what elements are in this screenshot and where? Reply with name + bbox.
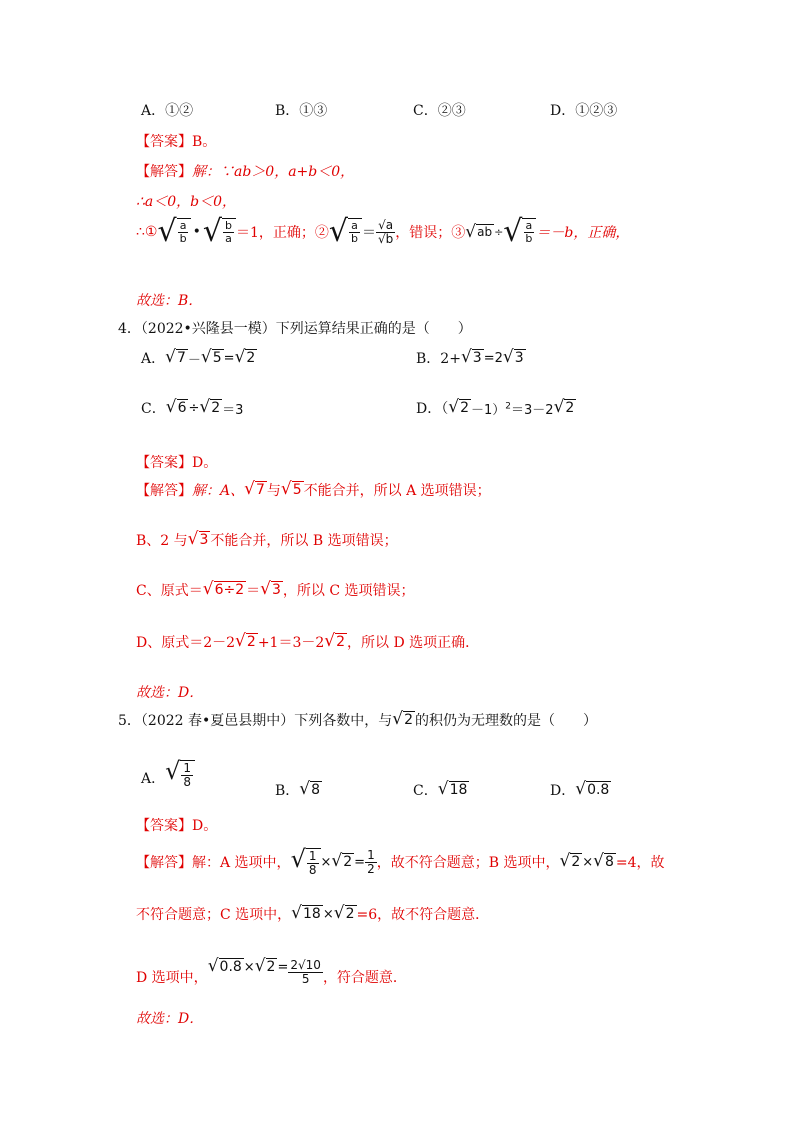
solution-text: =6，故不符合题意． (356, 907, 490, 923)
fraction-2sqrt10-over-5: $\frac{2√10}{5}$ (290, 958, 321, 986)
q4-option-a: A． √ 7 － √ 5 = √ 2 (141, 347, 256, 368)
sqrt-3: √ 3 (502, 347, 524, 368)
q3-option-c: C．②③ (413, 103, 466, 119)
sqrt-a-over-b: √ $\frac{a}{b}$ (503, 218, 536, 247)
sqrt-2: √ 2 (448, 397, 469, 418)
sqrt-6: √ 6 (165, 397, 187, 418)
sqrt-3: √ 3 (460, 347, 482, 368)
solution-text: 不符合题意；C 选项中， (136, 907, 292, 923)
sqrt-2: √ 2 (234, 347, 256, 368)
sqrt-2: √ 2 (333, 903, 355, 924)
solution-text: ，所以 C 选项错误； (282, 583, 415, 599)
solution-text: 解：∵ab＞0，a+b＜0， (192, 164, 355, 180)
q4-answer (136, 452, 217, 472)
q3-answer (136, 131, 216, 151)
sqrt-a-over-b: √ $\frac{a}{b}$ (329, 218, 362, 247)
sqrt-0-8: √ 0.8 (575, 779, 610, 800)
q3-solution-line3: ∴① √ $\frac{a}{b}$ • √ $\frac{b}{a}$ ＝1，正确；② √ $\frac{a}{b}$ ＝ √a √b ，错误；③ √ ab ÷ √ $\frac{a}{b}$ ＝－b，正确， (136, 214, 630, 249)
sqrt-3: √ 3 (260, 579, 281, 600)
sqrt-0-8: √ 0.8 (207, 956, 242, 976)
solution-text: 不能合并，所以 B 选项错误； (210, 533, 398, 549)
sqrt-one-eighth: √ $\frac{1}{8}$ (165, 760, 195, 788)
answer-label: 【答案】 (136, 134, 192, 150)
sqrt-ab: √ ab (465, 221, 493, 242)
sqrt-7: √ 7 (165, 347, 186, 368)
fraction-sqrt-a-sqrt-b: √a √b (377, 218, 394, 246)
sqrt-2: √ 2 (553, 397, 575, 418)
q5-conclusion: 故选：D． (136, 1011, 204, 1027)
q4-option-d: D．（ √ 2 －1）$^2$＝3－2 √ 2 (416, 397, 575, 418)
solution-text: D 选项中， (136, 970, 208, 987)
answer-label: 【答案】 (136, 455, 192, 471)
sqrt-2: √ 2 (235, 631, 256, 652)
sqrt-6-div-2: √ 6÷2 (202, 579, 245, 600)
q5-solution-line2: 不符合题意；C 选项中， √ 18 × √ 2 =6，故不符合题意． (136, 903, 490, 924)
q4-solution-d (136, 632, 479, 652)
sqrt-b-over-a: √ $\frac{b}{a}$ (203, 218, 236, 247)
solution-text: +1＝3－2 (257, 635, 325, 651)
answer-value: D。 (192, 818, 218, 834)
sqrt-2: √ 2 (559, 851, 581, 872)
solution-label: 【解答】 (136, 164, 192, 180)
solution-text: 解：A 选项中， (192, 855, 291, 872)
sqrt-18: √ 18 (291, 903, 321, 924)
solution-text: ，所以 D 选项正确． (347, 635, 480, 651)
q4-solution-c (136, 580, 415, 600)
solution-label: 【解答】 (136, 483, 192, 499)
sqrt-a-over-b: √ $\frac{a}{b}$ (157, 218, 190, 247)
answer-value: B。 (192, 134, 217, 150)
q5-solution-line3: D 选项中， √ 0.8 × √ 2 = $\frac{2√10}{5}$ ，符合题意． (136, 958, 407, 989)
sqrt-2: √ 2 (331, 851, 353, 872)
q3-option-d: D．①②③ (550, 103, 618, 119)
answer-value: D。 (192, 455, 218, 471)
sqrt-7: √ 7 (244, 479, 265, 500)
sqrt-5: √ 5 (280, 479, 302, 500)
sqrt-5: √ 5 (200, 347, 222, 368)
q3-conclusion: 故选：B． (136, 293, 203, 309)
solution-text: ＝ (246, 583, 261, 599)
solution-text: 不能合并，所以 A 选项错误； (303, 483, 491, 499)
q3-option-a: A．①② (141, 103, 194, 119)
q5-option-b: B． √ 8 (275, 779, 321, 800)
sqrt-3: √ 3 (187, 529, 209, 550)
fraction-one-half: $\frac{1}{2}$ (367, 848, 375, 876)
q5-solution-line1: 【解答】 解：A 选项中， √ $\frac{1}{8}$ × √ 2 = $\frac{1}{2}$ ，故不符合题意；B 选项中， √ 2 × √ 8 =4，故 (136, 845, 665, 877)
solution-text: =4，故 (615, 855, 665, 872)
solution-text: 解：A、 (192, 483, 245, 499)
solution-text: 与 (266, 483, 281, 499)
q4-solution-a (136, 480, 491, 500)
stem-text: 5．（2022 春•夏邑县期中）下列各数中，与 (118, 713, 393, 729)
q3-solution-line1 (136, 161, 354, 181)
q5-option-a: A． √ $\frac{1}{8}$ (141, 760, 195, 788)
sqrt-2: √ 2 (324, 631, 346, 652)
q4-option-b: B．2+ √ 3 =2 √ 3 (416, 347, 524, 368)
solution-label: 【解答】 (136, 855, 192, 872)
solution-text: ，错误；③ (395, 225, 466, 242)
sqrt-18: √ 18 (437, 779, 468, 800)
q3-solution-line2: ∴a＜0，b＜0， (136, 194, 237, 210)
q5-option-c: C． √ 18 (413, 779, 468, 800)
q4-stem: 4．（2022•兴隆县一模）下列运算结果正确的是（ ） (118, 321, 472, 337)
q5-stem (118, 710, 597, 730)
sqrt-2: √ 2 (392, 709, 414, 730)
sqrt-one-eighth: √ $\frac{1}{8}$ (291, 848, 321, 876)
answer-label: 【答案】 (136, 818, 192, 834)
sqrt-2: √ 2 (199, 397, 221, 418)
q4-option-c: C． √ 6 ÷ √ 2 ＝3 (141, 397, 244, 418)
sqrt-2: √ 2 (254, 956, 276, 976)
q4-conclusion: 故选：D． (136, 685, 204, 701)
stem-text: 的积仍为无理数的是（ ） (415, 713, 598, 729)
q4-solution-b (136, 530, 398, 550)
solution-text: ，故不符合题意；B 选项中， (376, 855, 560, 872)
q3-option-b: B．①③ (275, 103, 328, 119)
q5-answer (136, 815, 217, 835)
q5-option-d: D． √ 0.8 (550, 779, 610, 800)
solution-text: ＝1，正确；② (235, 225, 329, 242)
solution-text: ∴① (136, 224, 158, 241)
sqrt-8: √ 8 (299, 779, 321, 800)
solution-text: C、原式＝ (136, 583, 203, 599)
solution-text: ，符合题意． (322, 970, 407, 987)
sqrt-8: √ 8 (593, 851, 614, 872)
solution-text: ＝－b，正确， (536, 225, 630, 242)
solution-text: D、原式＝2－2 (136, 635, 236, 651)
solution-text: B、2 与 (136, 533, 188, 549)
